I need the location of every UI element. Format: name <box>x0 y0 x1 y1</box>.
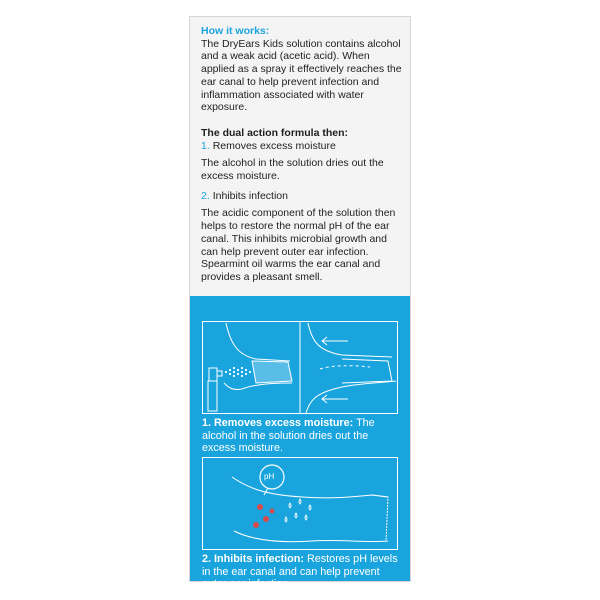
bacteria-icons <box>253 504 275 528</box>
product-info-panel <box>189 16 411 590</box>
step-2-title <box>201 190 406 203</box>
moisture-caption-text: The alcohol in the solution dries out the excess moisture. <box>202 417 375 454</box>
text-section <box>190 17 410 296</box>
airflow-arrow-icon <box>322 337 348 403</box>
water-droplet-icons <box>285 499 311 522</box>
ph-bubble-icon <box>260 465 284 495</box>
step-1-title-text: Removes excess moisture <box>212 139 336 152</box>
drying-ear-canal-icon <box>306 323 396 413</box>
ph-label: pH <box>264 472 275 481</box>
moisture-caption <box>202 417 402 455</box>
step-2-title-text: Inhibits infection <box>212 189 288 202</box>
infection-caption <box>202 553 402 591</box>
infection-caption-title: 2. Inhibits infection: <box>202 553 304 565</box>
text-content <box>201 25 406 291</box>
step-1-description: The alcohol in the solution dries out the excess moisture. <box>201 157 384 183</box>
infection-caption-text: Restores pH levels in the ear canal and can help prevent outer ear infection. <box>202 553 398 590</box>
moisture-caption-title: 1. Removes excess moisture: <box>202 417 354 429</box>
spray-bottle-icon <box>208 368 222 411</box>
infection-inhibition-illustration <box>202 457 398 550</box>
illustration-section <box>190 296 410 590</box>
moisture-removal-illustration <box>202 321 398 414</box>
step-1-title <box>201 140 406 153</box>
dual-action-heading: The dual action formula then: <box>201 126 349 139</box>
how-it-works-heading: How it works: <box>201 25 270 37</box>
ear-canal-icon <box>224 323 292 390</box>
step-2-description: The acidic component of the solution then helps to restore the normal pH of the ear canal. This inhibits microbial growth and can help prevent outer ear infection. Spearmint oil warms the ear canal and provides a pleasant smell. <box>201 207 396 283</box>
step-1-number: 1. <box>201 139 210 152</box>
how-it-works-text: The DryEars Kids solution contains alcohol and a weak acid (acetic acid). When applied as a spray it effectively reaches the ear canal to help prevent infection and inflammation associated with water exposure. <box>201 37 402 114</box>
step-2-number: 2. <box>201 189 210 202</box>
spray-mist-icon <box>225 367 251 377</box>
